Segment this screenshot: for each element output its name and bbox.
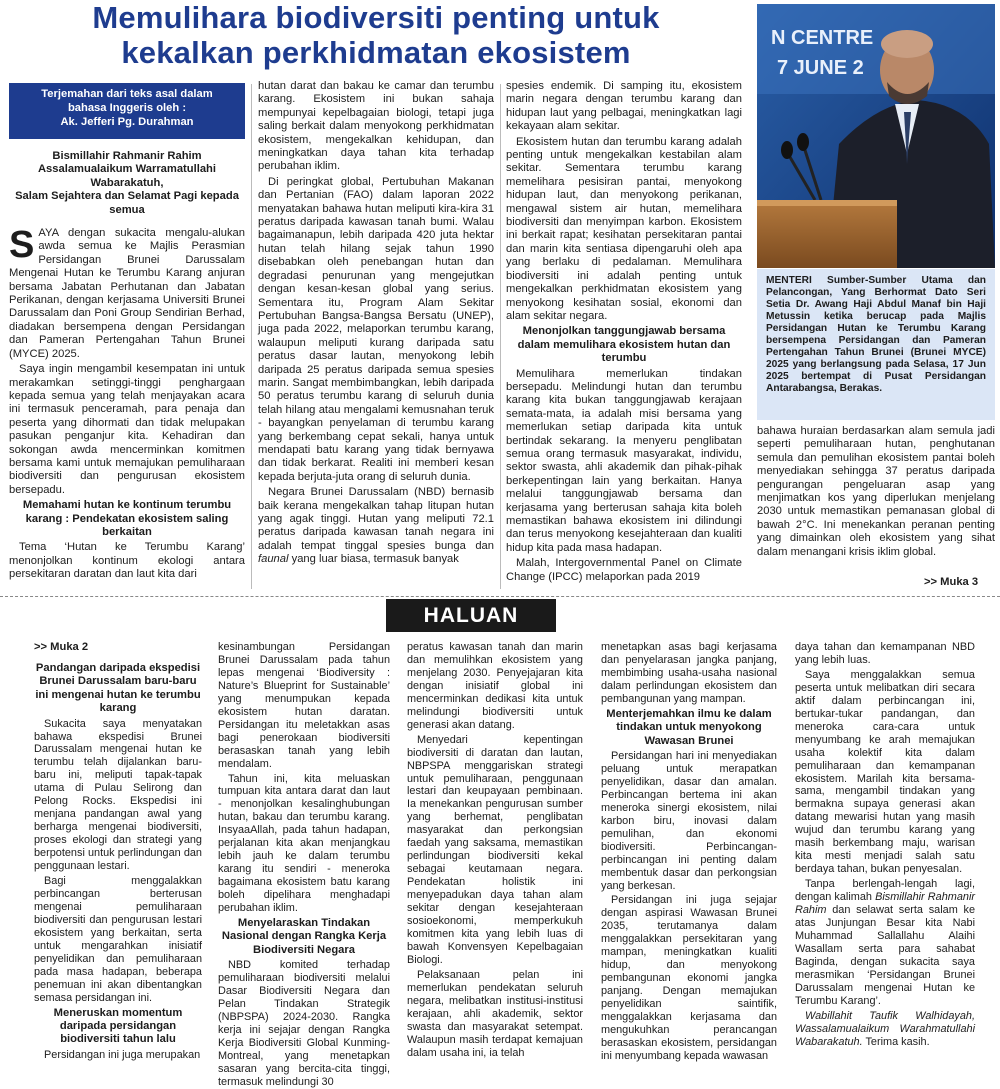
greeting-line-2: Assalamualaikum Warramatullahi Wabarakatuh, <box>37 163 217 189</box>
paragraph: Memulihara memerlukan tindakan bersepadu. Melindungi hutan dan terumbu karang kita bukan tanggungjawab kerajaan semata-mata, ia adalah misi bersama yang memerlukan setiap daripada kita untuk bertindak sekarang. Ia menyeru penglibatan semua orang termasuk masyarakat, individu, sektor swasta, ahli akademik dan pihak-pihak berkepentingan lain yang berkaitan. Hanya melalui tanggungjawab bersama dan kerjasama yang berterusan sahaja kita boleh memastikan bahawa ekosistem ini dilindungi dan terus menyokong kesejahteraan dan kualiti hidup kita pada masa hadapan. <box>506 367 742 554</box>
subheading: Meneruskan momentum daripada persidangan biodiversiti tahun lalu <box>53 1006 183 1046</box>
bottom-column-2 <box>218 641 390 1088</box>
paragraph-text: Tanpa berlengah-lengah lagi, dengan kalimah <box>795 878 975 904</box>
translation-credit-box <box>9 83 245 139</box>
bottom-column-5 <box>795 641 975 1046</box>
paragraph: Tema ‘Hutan ke Terumbu Karang’ menonjolkan kontinum ekologi antara persekitaran daratan dan laut kita dari <box>9 541 245 581</box>
top-column-3 <box>506 80 742 592</box>
backdrop-text-2: 7 JUNE 2 <box>777 57 864 79</box>
opening-greeting <box>9 150 245 217</box>
paragraph: Pelaksanaan pelan ini memerlukan pendekatan seluruh negara, melibatkan institusi-institusi kerajaan, ahli akademik, sektor swasta dan masyarakat setempat. Walaupun masih terdapat kemajuan dalam usaha ini, ia telah <box>407 968 583 1059</box>
section-separator <box>0 596 1000 597</box>
subheading: Pandangan daripada ekspedisi Brunei Darussalam baru-baru ini mengenai hutan ke terumbu karang <box>35 661 201 715</box>
top-column-4 <box>757 425 995 575</box>
greeting-line-3: Salam Sejahtera dan Selamat Pagi kepada semua <box>15 190 239 216</box>
paragraph: Saya ingin mengambil kesempatan ini untuk merakamkan setinggi-tinggi penghargaan kepada semua yang telah menjayakan acara ini termasuk penceramah, para penaja dan peserta yang dihormati dan tidak melupakan pasukan penganjur kita. Kehadiran dan sokongan awda mencerminkan komitmen bersama kami untuk memajukan pemuliharaan biodiversiti dan pengurusan ekosistem bersepadu. <box>9 363 245 496</box>
translation-line-1: Terjemahan dari teks asal dalam <box>41 88 213 100</box>
bottom-column-3 <box>407 641 583 1059</box>
translation-line-2: bahasa Inggeris oleh : <box>67 102 187 114</box>
paragraph: menetapkan asas bagi kerjasama dan penyelarasan jangka panjang, membimbing usaha-usaha nasional dalam perlindungan ekosistem dan pembangunan yang mampan. <box>601 641 777 705</box>
bottom-column-4 <box>601 641 777 1062</box>
paragraph: Bagi menggalakkan perbincangan berterusan mengenai pemuliharaan biodiversiti dan pengurusan lestari ekosistem yang berkaitan, serta untuk mengarahkan inisiatif penyelidikan dan pemuliharaan pada masa hadapan, beberapa penemuan ini akan dibentangkan semasa persidangan ini. <box>34 875 202 1004</box>
subheading: Menyelaraskan Tindakan Nasional dengan Rangka Kerja Biodiversiti Negara <box>221 917 387 956</box>
paragraph: Persidangan ini juga merupakan <box>44 1048 201 1061</box>
top-column-2 <box>258 80 494 592</box>
paragraph: NBD komited terhadap pemuliharaan biodiversiti melalui Dasar Biodiversiti Negara dan Pelan Tindakan Strategik (NBPSPA) 2024-2030. Rangka kerja ini sejajar dengan Rangka Kerja Biodiversiti Global Kunming-Montreal, yang menetapkan sasaran yang bercita-cita tinggi, termasuk melindungi 30 <box>218 959 390 1088</box>
paragraph: hutan darat dan bakau ke camar dan terumbu karang. Ekosistem ini bukan sahaja mempunyai kepelbagaian biologi, tetapi juga saling berkait dalam menyokong perkhidmatan ekosistem, mengekalkan kehidupan, dan meningkatkan daya tahan kita terhadap perubahan iklim. <box>258 80 494 173</box>
column-divider <box>251 84 252 589</box>
headline-line-2: kekalkan perkhidmatan ekosistem <box>121 35 631 70</box>
intro-text: AYA dengan sukacita mengalu-alukan awda semua ke Majlis Perasmian Persidangan Brunei Darussalam Mengenai Hutan ke Terumbu Karang anjuran bersama Jabatan Perhutanan dan Jabatan Perikanan, dengan kerjasama Universiti Brunei Darussalam dan Poni Group Sendirian Berhad, diadakan bersempena dengan Persidangan dan Pameran Pertengahan Tahun Brunei (MYCE) 2025. <box>9 227 245 360</box>
italic-phrase: Bismillahir Rahmanir Rahim <box>795 891 975 917</box>
subheading: Menterjemahkan ilmu ke dalam tindakan untuk menyokong Wawasan Brunei <box>606 707 772 747</box>
headline-line-1: Memulihara biodiversiti penting untuk <box>92 0 660 35</box>
column-divider <box>500 84 501 589</box>
top-column-1 <box>9 144 245 594</box>
paragraph <box>795 878 975 1008</box>
paragraph-text: yang luar biasa, termasuk banyak <box>291 553 459 566</box>
paragraph: Sukacita saya menyatakan bahawa ekspedisi Brunei Darussalam mengenai hutan ke terumbu telah dijalankan baru-baru ini, meliputi tapak-tapak utama di Pulau Selirong dan Pelong Rocks. Ekspedisi ini menjana pandangan awal yang berharga mengenai biodiversiti, proses ekologi dan strategi yang berpotensi untuk perlindungan dan penggunaan lestari. <box>34 717 202 873</box>
paragraph: kesinambungan Persidangan Brunei Darussalam pada tahun lepas mengenai ‘Biodiversity : Nature’s Blueprint for Sustainable’ yang menumpukan kepada ekosistem hutan daratan. Persidangan itu meletakkan asas bagi penerokaan biodiversiti berasaskan tanah yang lebih mendalam. <box>218 641 390 770</box>
paragraph: bahawa huraian berdasarkan alam semula jadi seperti pemuliharaan hutan, penghutanan semula dan pemulihan ekosistem pantai boleh menyediakan sehingga 37 peratus daripada pengurangan pengeluaran asap yang menjimatkan kos yang diperlukan menjelang 2030 untuk memastikan pemanasan global di bawah 2°C. Ini menekankan peranan penting yang dimainkan oleh ekosistem yang sihat dalam menangani krisis iklim global. <box>757 425 995 558</box>
speaker-photo <box>757 4 995 268</box>
paragraph: peratus kawasan tanah dan marin dan memulihkan ekosistem yang menjelang 2030. Penyejajaran kita dengan inisiatif global ini mencerminkan dedikasi kita untuk melindungi biodiversiti untuk generasi akan datang. <box>407 641 583 731</box>
italic-closing: Wabillahit Taufik Walhidayah, Wassalamualaikum Warahmatullahi Wabarakatuh. <box>795 1009 975 1048</box>
paragraph: Persidangan ini juga sejajar dengan aspirasi Wawasan Brunei 2035, terutamanya dalam menggalakkan persekitaran yang mampan, meningkatkan kualiti hidup, dan menyokong pembangunan ekonomi jangka panjang. Dengan memajukan penyelidikan saintifik, menggalakkan kerjasama dan mengukuhkan perancangan berasaskan ekosistem, persidangan ini menyumbang kepada wawasan <box>601 894 777 1062</box>
subheading: Menonjolkan tanggungjawab bersama dalam memulihara ekosistem hutan dan terumbu <box>517 325 731 365</box>
photo-caption: MENTERI Sumber-Sumber Utama dan Pelancongan, Yang Berhormat Dato Seri Setia Dr. Awang Haji Abdul Manaf bin Haji Metussin ketika berucap pada Majlis Persidangan Hutan ke Terumbu Karang bersempena Persidangan dan Pameran Pertengahan Tahun Brunei (Brunei MYCE) 2025 yang berlangsung pada Selasa, 17 Jun 2025 bertempat di Pusat Persidangan Antarabangsa, Berakas. <box>757 269 995 420</box>
closing-paragraph <box>795 1010 975 1049</box>
translation-line-3: Ak. Jefferi Pg. Durahman <box>60 116 194 128</box>
paragraph: Saya menggalakkan semua peserta untuk melibatkan diri secara aktif dalam perbincangan ini, bertukar-tukar pandangan, dan meneroka cara-cara untuk menyumbang ke arah memajukan usaha kolektif kita dalam pemuliharaan dan kemampanan ekosistem. Marilah kita bersama-sama, mengambil tindakan yang bermakna supaya generasi akan datang mewarisi hutan yang masih wujud dan terumbu karang yang masih berkembang maju, warisan kita mesti menjadi salah satu berdaya tahan, bukan penyesalan. <box>795 668 975 876</box>
bottom-column-1 <box>34 641 202 1061</box>
paragraph: Ekosistem hutan dan terumbu karang adalah penting untuk mengekalkan kestabilan alam sekitar. Sementara terumbu karang memelihara pesisiran pantai, menyokong hidupan laut, dan menyokong perikanan, mengawal sistem air hutan, memelihara biodiversiti dan menyimpan karbon. Ekosistem ini berkait rapat; kesihatan persekitaran pantai dan marin kita sentiasa dipengaruhi oleh apa yang berlaku di pedalaman. Memulihara biodiversiti ini adalah penting untuk mengekalkan perkhidmatan ekosistem yang menyokong kesihatan sosial, ekonomi dan alam sekitar negara. <box>506 135 742 322</box>
paragraph: Persidangan hari ini menyediakan peluang untuk merapatkan penyelidikan, dasar dan amalan. Perbincangan bertema ini akan meneroka sinergi ekosistem, nilai karbon biru, inovasi dalam pemulihan, dan ekonomi biodiversiti. Perbincangan-perbincangan ini penting dalam membentuk dasar dan perkongsian yang berkesan. <box>601 749 777 892</box>
paragraph-text: dan selawat serta salam ke atas Junjungan Besar kita Nabi Muhammad Sallallahu Alaihi Wasallam serta para sahabat Baginda, dengan sukacita saya merasmikan ‘Persidangan Brunei Darussalam mengenai Hutan ke Terumbu Karang’. <box>795 904 975 1007</box>
continued-on-page: >> Muka 3 <box>924 576 979 588</box>
headline <box>0 0 752 70</box>
speaker-photo-illustration <box>757 4 995 268</box>
paragraph: daya tahan dan kemampanan NBD yang lebih luas. <box>795 641 975 666</box>
italic-term: faunal <box>258 553 289 566</box>
drop-cap: S <box>9 224 35 267</box>
intro-paragraph <box>9 224 245 361</box>
continued-from-page: >> Muka 2 <box>34 641 89 653</box>
thanks-text: Terima kasih. <box>865 1035 930 1048</box>
paragraph: Menyedari kepentingan biodiversiti di daratan dan lautan, NBPSPA menggariskan strategi untuk pemuliharaan, penggunaan lestari dan keupayaan pembinaan. Ia menekankan pengurusan sumber yang berhemat, penglibatan masyarakat dan perkongsian faedah yang saksama, memastikan perlindungan biodiversiti kekal sebagai keutamaan negara. Pendekatan holistik ini menyepadukan daya tahan alam sekitar dengan kesejahteraan sosioekonomi, memperkukuh komitmen kita yang lebih luas di bawah Konvensyen Kepelbagaian Biologi. <box>407 733 583 966</box>
subheading: Memahami hutan ke kontinum terumbu karang : Pendekatan ekosistem saling berkaitan <box>22 499 232 538</box>
section-label: HALUAN <box>386 599 556 632</box>
paragraph <box>258 486 494 566</box>
paragraph: Tahun ini, kita meluaskan tumpuan kita antara darat dan laut - menonjolkan kesalinghubungan hutan, bakau dan terumbu karang. InsyaaAllah, pada tahun hadapan, perjalanan kita akan menjangkau lebih jauh ke dalam terumbu karang itu sendiri - meneroka bagaimana ekosistem batu karang boleh dipelihara menghadapi perubahan iklim. <box>218 772 390 915</box>
greeting-line-1: Bismillahir Rahmanir Rahim <box>52 150 202 162</box>
paragraph: spesies endemik. Di samping itu, ekosistem marin negara dengan terumbu karang dan hidupan laut yang pelbagai, meningkatkan lagi kekayaan alam sekitar. <box>506 80 742 133</box>
paragraph: Di peringkat global, Pertubuhan Makanan dan Pertanian (FAO) dalam laporan 2022 menyatakan bahawa hutan meliputi kira-kira 31 peratus daripada kawasan tanah bumi. Walau bagaimanapun, lebih daripada 420 juta hektar hutan telah hilang sejak tahun 1990 disebabkan oleh penebangan hutan dan degradasi penurunan yang mengejutkan dengan kesan-kesan global yang serius. Sementara itu, Program Alam Sekitar Pertubuhan Bangsa-Bangsa Bersatu (UNEP), juga pada 2022, melaporkan terumbu karang, walaupun meliputi kurang daripada satu peratus dasar lautan, menyokong lebih daripada 25 peratus daripada semua spesies marin. Sangat membimbangkan, lebih daripada 50 peratus terumbu karang di seluruh dunia telah hilang atau mengalami kemusnahan teruk - bayangkan penyelaman di terumbu karang yang berkembang cepat sekali, hanya untuk mendapati batu karang yang tidak bernyawa dan tidak berkarat. Realiti ini memberi kesan kepada berjuta-juta orang di seluruh dunia. <box>258 175 494 483</box>
paragraph-text: Negara Brunei Darussalam (NBD) bernasib baik kerana mengekalkan tahap litupan hutan yang agak tinggi. Hutan yang meliputi 72.1 peratus daripada kawasan tanah negara ini adalah tempat tinggal spesies bunga dan <box>258 486 494 552</box>
backdrop-text-1: N CENTRE <box>771 27 874 49</box>
paragraph: Malah, Intergovernmental Panel on Climate Change (IPCC) melaporkan pada 2019 <box>506 557 742 583</box>
